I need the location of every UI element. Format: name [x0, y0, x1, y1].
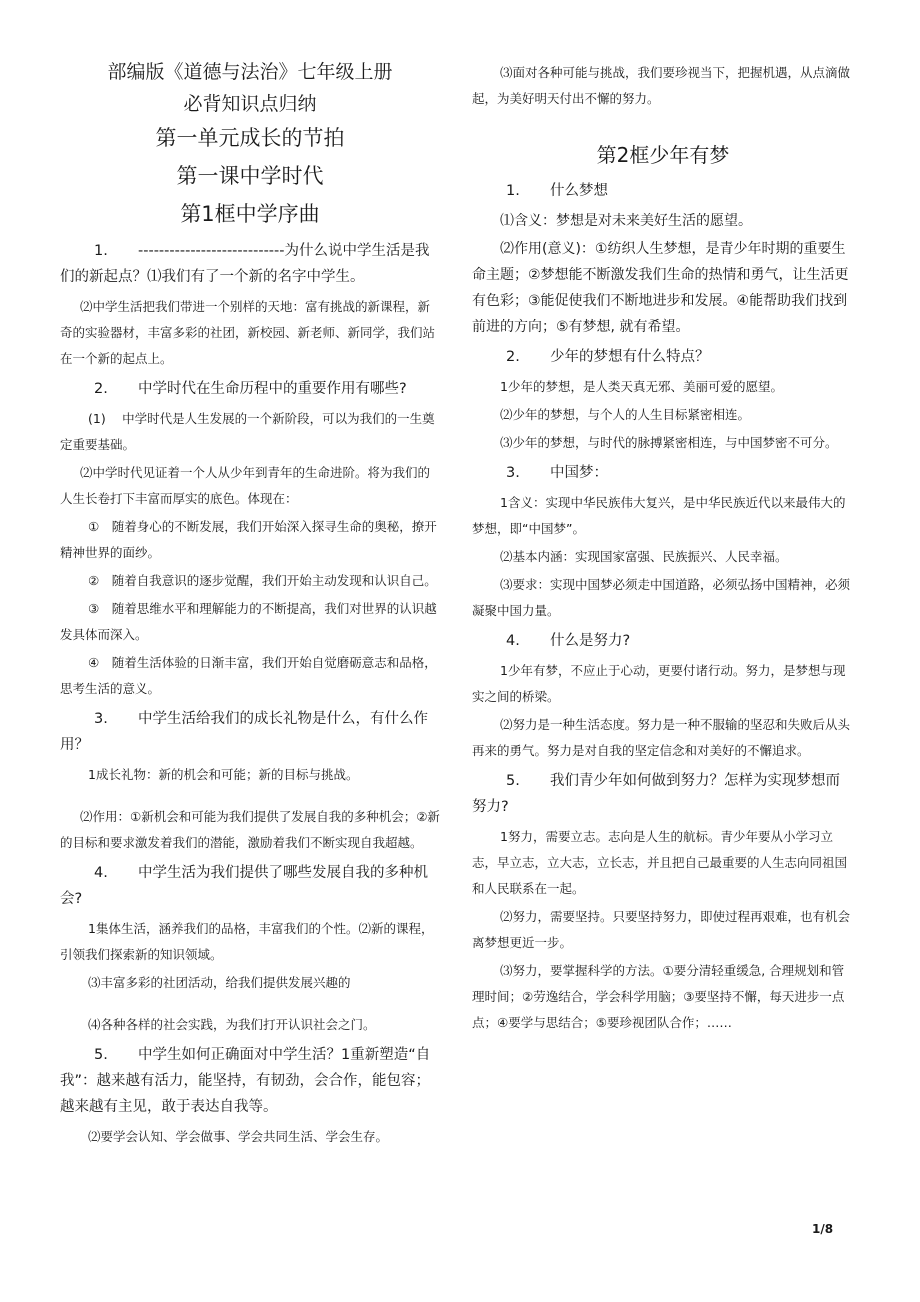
answer-paragraph: ⑵努力，需要坚持。只要坚持努力，即使过程再艰难，也有机会离梦想更近一步。 [472, 909, 851, 950]
section2-title: 第2框少年有梦 [596, 143, 730, 167]
question-3 [60, 706, 440, 758]
question-text: 中学生如何正确面对中学生活？1重新塑造“自我”：越来越有活力，能坚持，有韧劲，会合作，能包容；越来越有主见，敢于表达自我等。 [60, 1047, 431, 1115]
answer-paragraph: ⑶努力，要掌握科学的方法。①要分清轻重缓急, 合理规划和管理时间；②劳逸结合，学会科学用脑；③要坚持不懈，每天进步一点点；④要学与思结合；⑤要珍视团队合作；…… [472, 963, 845, 1030]
lesson-title: 第一课中学时代 [176, 164, 324, 188]
question-number: 2. [506, 349, 520, 365]
question-text: 什么是努力? [550, 633, 631, 649]
question-number: 1. [94, 243, 108, 259]
question-text: 中学生活给我们的成长礼物是什么，有什么作用？ [60, 711, 428, 753]
answer-item: ② 随着自我意识的逐步觉醒，我们开始主动发现和认识自己。 [88, 573, 437, 588]
answer-paragraph: ⑶丰富多彩的社团活动，给我们提供发展兴趣的 [88, 975, 351, 990]
question-2 [60, 376, 440, 402]
answer-paragraph: (1) 中学时代是人生发展的一个新阶段，可以为我们的一生奠定重要基础。 [60, 411, 435, 452]
answer-paragraph: ⑵少年的梦想，与个人的人生目标紧密相连。 [500, 407, 751, 422]
question-r5 [472, 768, 854, 820]
answer-item: ③ 随着思维水平和理解能力的不断提高，我们对世界的认识越发具体而深入。 [60, 601, 437, 642]
question-number: 5. [506, 773, 520, 789]
answer-paragraph: ⑴含义：梦想是对未来美好生活的愿望。 [500, 213, 752, 229]
answer-paragraph: 1努力，需要立志。志向是人生的航标。青少年要从小学习立志，早立志，立大志，立长志，并且把自己最重要的人生志向同祖国和人民联系在一起。 [472, 829, 848, 896]
question-text: 少年的梦想有什么特点？ [550, 349, 710, 365]
answer-paragraph: ⑵努力是一种生活态度。努力是一种不服输的坚忍和失败后从头再来的勇气。努力是对自我的坚定信念和对美好的不懈追求。 [472, 717, 851, 758]
continued-paragraph: ⑶面对各种可能与挑战，我们要珍视当下，把握机遇，从点滴做起，为美好明天付出不懈的努力。 [472, 65, 851, 106]
answer-paragraph: ⑵中学生活把我们带进一个别样的天地：富有挑战的新课程，新奇的实验器材，丰富多彩的社团，新校园、新老师、新同学，我们站在一个新的起点上。 [60, 299, 436, 366]
answer-paragraph: 1少年的梦想，是人类天真无邪、美丽可爱的愿望。 [500, 379, 783, 394]
answer-paragraph: ⑷各种各样的社会实践，为我们打开认识社会之门。 [88, 1017, 376, 1032]
question-text: 我们青少年如何做到努力？怎样为实现梦想而努力? [472, 773, 840, 815]
question-text: ----------------------------为什么说中学生活是我们的新起点？⑴我们有了一个新的名字中学生。 [60, 243, 430, 285]
answer-paragraph: ⑶少年的梦想，与时代的脉搏紧密相连，与中国梦密不可分。 [500, 435, 838, 450]
answer-item: ④ 随着生活体验的日渐丰富，我们开始自觉磨砺意志和品格，思考生活的意义。 [60, 655, 437, 696]
question-text: 中学生活为我们提供了哪些发展自我的多种机会? [60, 865, 428, 907]
question-number: 1. [506, 183, 520, 199]
right-column [472, 60, 854, 1038]
answer-paragraph: ⑵作用：①新机会和可能为我们提供了发展自我的多种机会；②新的目标和要求激发着我们的潜能，激励着我们不断实现自我超越。 [60, 809, 440, 850]
question-text: 中国梦： [550, 465, 608, 481]
answer-paragraph: ⑵作用(意义)：①纺织人生梦想，是青少年时期的重要生命主题；②梦想能不断激发我们生命的热情和勇气，让生活更有色彩；③能促使我们不断地进步和发展。④能帮助我们找到前进的方向；⑤有梦想, 就有希望。 [472, 241, 849, 335]
book-title: 部编版《道德与法治》七年级上册 [107, 61, 393, 83]
question-text: 什么梦想 [550, 183, 608, 199]
question-r4 [472, 628, 854, 654]
question-number: 4. [94, 865, 108, 881]
question-r3 [472, 460, 854, 486]
answer-paragraph: 1成长礼物：新的机会和可能；新的目标与挑战。 [88, 767, 359, 782]
question-text: 中学时代在生命历程中的重要作用有哪些? [138, 381, 407, 397]
question-number: 3. [506, 465, 520, 481]
answer-paragraph: ⑵要学会认知、学会做事、学会共同生活、学会生存。 [88, 1129, 389, 1144]
answer-paragraph: ⑵基本内涵：实现国家富强、民族振兴、人民幸福。 [500, 549, 788, 564]
answer-paragraph: 1少年有梦，不应止于心动，更要付诸行动。努力，是梦想与现实之间的桥梁。 [472, 663, 846, 704]
book-subtitle: 必背知识点归纳 [183, 93, 317, 115]
page-number: 1/8 [812, 1222, 834, 1236]
question-number: 4. [506, 633, 520, 649]
question-number: 5. [94, 1047, 108, 1063]
left-column [60, 60, 440, 1152]
answer-paragraph: 1含义：实现中华民族伟大复兴，是中华民族近代以来最伟大的梦想，即“中国梦”。 [472, 495, 846, 536]
section1-title: 第1框中学序曲 [180, 202, 320, 226]
question-number: 2. [94, 381, 108, 397]
question-5 [60, 1042, 440, 1120]
question-1 [60, 238, 440, 290]
question-number: 3. [94, 711, 108, 727]
question-r2 [472, 344, 854, 370]
unit-title: 第一单元成长的节拍 [155, 126, 345, 150]
answer-paragraph: ⑵中学时代见证着一个人从少年到青年的生命进阶。将为我们的人生长卷打下丰富而厚实的底色。体现在： [60, 465, 431, 506]
answer-paragraph: 1集体生活，涵养我们的品格，丰富我们的个性。⑵新的课程，引领我们探索新的知识领域。 [60, 921, 434, 962]
question-4 [60, 860, 440, 912]
answer-item: ① 随着身心的不断发展，我们开始深入探寻生命的奥秘，撩开精神世界的面纱。 [60, 519, 437, 560]
answer-paragraph: ⑶要求：实现中国梦必须走中国道路，必须弘扬中国精神，必须凝聚中国力量。 [472, 577, 851, 618]
question-r1 [472, 178, 854, 204]
